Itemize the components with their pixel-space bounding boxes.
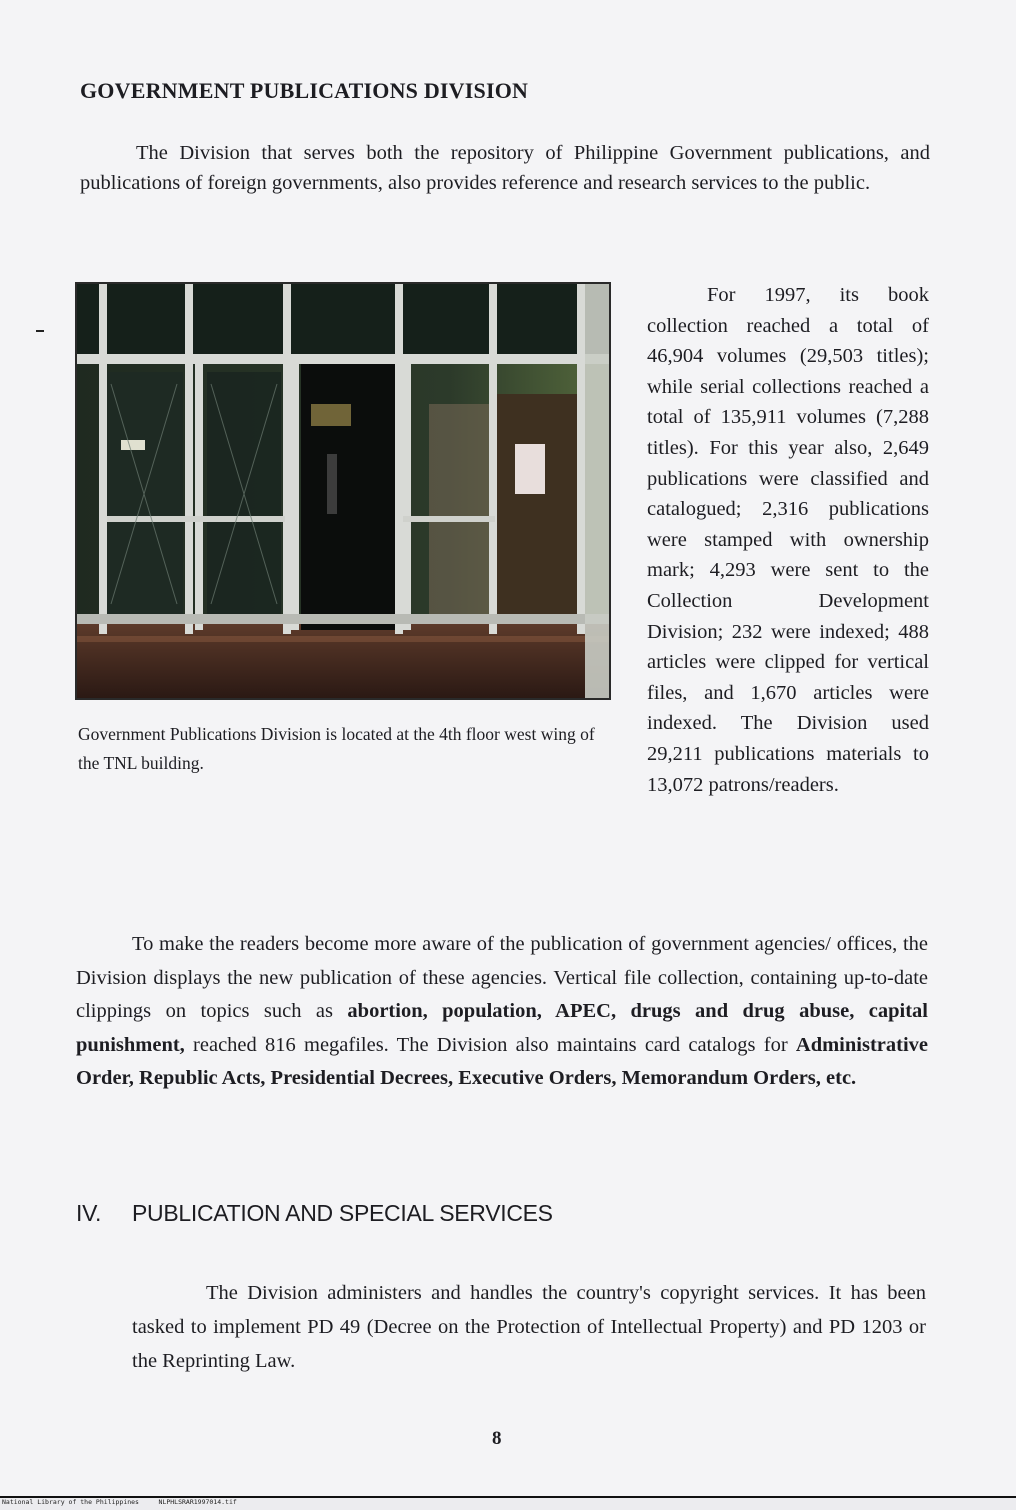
- scan-footer-text: National Library of the Philippines NLPHLSRAR1997014.tif: [2, 1498, 237, 1506]
- section-title: PUBLICATION AND SPECIAL SERVICES: [132, 1200, 553, 1226]
- division-heading: GOVERNMENT PUBLICATIONS DIVISION: [80, 78, 529, 103]
- services-paragraph: The Division administers and handles the country's copyright services. It has been tasked to implement PD 49 (Decree on the Protection of Intellectual Property) and PD 1203 or the Reprinting Law.: [132, 1282, 926, 1372]
- intro-paragraph: The Division that serves both the repository of Philippine Government publications, and publications of foreign governments, also provides reference and research services to the public.: [80, 142, 930, 194]
- photo-caption: Government Publications Division is located at the 4th floor west wing of the TNL building.: [78, 724, 595, 773]
- collection-stats-paragraph: For 1997, its book collection reached a total of 46,904 volumes (29,503 titles); while serial collections reached a total of 135,911 volumes (7,288 titles). For this year also, 2,649 publications were classified and catalogued; 2,316 publications were stamped with ownership mark; 4,293 were sent to the Collection Development Division; 232 were indexed; 488 articles were clipped for vertical files, and 1,670 articles were indexed. The Division used 29,211 publications materials to 13,072 patrons/readers.: [647, 284, 929, 796]
- awareness-bold-catalogs: Administrative Order, Republic Acts, Presidential Decrees, Executive Orders, Memorandum Orders, etc.: [76, 1033, 928, 1089]
- page-number: 8: [492, 1428, 502, 1449]
- awareness-text-1: To make the readers become more aware of the publication of government agencies/ offices, the Division displays the new publication of these agencies. Vertical file collection, containing up-to-date clippings on topics such as: [76, 933, 928, 1022]
- section-number: IV.: [76, 1200, 102, 1226]
- margin-mark: [36, 330, 44, 332]
- section-heading: [76, 1200, 553, 1227]
- awareness-paragraph: [76, 928, 928, 1096]
- awareness-text-2: reached 816 megafiles. The Division also maintains card catalogs for: [184, 1033, 796, 1056]
- division-entrance-photo: [75, 282, 611, 700]
- awareness-bold-topics: abortion, population, APEC, drugs and drug abuse, capital punishment,: [76, 1000, 928, 1056]
